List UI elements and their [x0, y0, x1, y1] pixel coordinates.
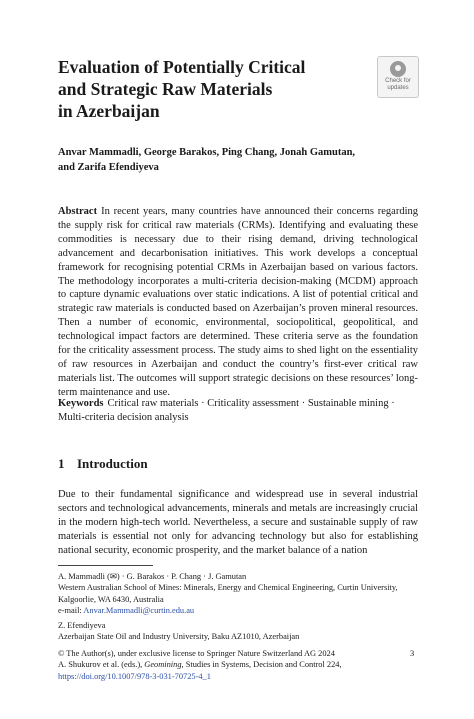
doi-link[interactable]: https://doi.org/10.1007/978-3-031-70725-4_1	[58, 671, 211, 681]
copyright-notice	[58, 648, 418, 682]
keywords-text: Critical raw materials · Criticality assessment · Sustainable mining · Multi-criteria decision analysis	[58, 398, 395, 423]
title-line: and Strategic Raw Materials	[58, 79, 273, 99]
check-for-updates-badge[interactable]	[377, 56, 419, 98]
citation-line: A. Shukurov et al. (eds.), Geomining, Studies in Systems, Decision and Control 224,	[58, 660, 342, 670]
section-number: 1	[58, 456, 65, 471]
email-link[interactable]: Anvar.Mammadli@curtin.edu.au	[83, 606, 195, 616]
footnote-authors: A. Mammadli (✉) · G. Barakos · P. Chang · J. Gamutan	[58, 572, 247, 581]
keywords	[58, 397, 418, 425]
paper-title	[58, 56, 358, 122]
author-list	[58, 145, 418, 175]
title-line: Evaluation of Potentially Critical	[58, 57, 306, 77]
intro-paragraph: Due to their fundamental significance and widespread use in several industrial sectors and technological advancements, minerals and metals are increasingly crucial in the modern high-tech world. Nevertheless, a secure and sustainable supply of raw materials is essential not only for advancing technology but also for establishing national security, economic prosperity, and the market balance of a nation	[58, 489, 418, 556]
section-title: Introduction	[77, 456, 148, 471]
title-line: in Azerbaijan	[58, 101, 160, 121]
authors-line: and Zarifa Efendiyeva	[58, 162, 159, 173]
footnote-email-line: e-mail: Anvar.Mammadli@curtin.edu.au	[58, 606, 195, 616]
bookmark-ribbon-icon	[390, 61, 406, 77]
affiliation-footnote-1	[58, 571, 418, 617]
section-heading	[58, 456, 148, 472]
page-number: 3	[410, 649, 415, 658]
abstract	[58, 205, 418, 400]
copyright-line: © The Author(s), under exclusive license to Springer Nature Switzerland AG 2024	[58, 649, 335, 658]
keywords-label: Keywords	[58, 398, 104, 409]
footnote-affiliation: Azerbaijan State Oil and Industry University, Baku AZ1010, Azerbaijan	[58, 632, 300, 642]
footnote-divider	[58, 565, 153, 566]
affiliation-footnote-2	[58, 620, 418, 643]
footnote-affiliation: Western Australian School of Mines: Minerals, Energy and Chemical Engineering, Curtin University, Kalgoorlie, WA 6430, Australia	[58, 583, 398, 604]
abstract-text: In recent years, many countries have announced their concerns regarding the supply risk for critical raw materials (CRMs). Identifying and evaluating these commodities is necessary due to their rising demand, driving technological advancement and decarbonisation initiatives. This work develops a conceptual framework for recognising potential CRMs in Azerbaijan based on various factors. The methodology incorporates a multi-criteria decision-making (MCDM) approach to capture dynamic evaluations over static indications. A list of potential critical and strategic raw materials is conducted based on Azerbaijan’s proven mineral resources. Then a number of economic, environmental, sociopolitical, geopolitical, and technological impact factors are determined. These criteria serve as the foundation for the criticality assessment process. The study aims to shed light on the essentiality of raw resources in Azerbaijan and conduct the country’s first-ever critical raw materials list. The outcomes will support strategic decisions on these resources’ long-term maintenance and use.	[58, 206, 418, 398]
abstract-label: Abstract	[58, 206, 98, 217]
footnote-author: Z. Efendiyeva	[58, 621, 106, 630]
badge-label: Check for updates	[385, 78, 411, 91]
authors-line: Anvar Mammadli, George Barakos, Ping Chang, Jonah Gamutan,	[58, 147, 356, 158]
